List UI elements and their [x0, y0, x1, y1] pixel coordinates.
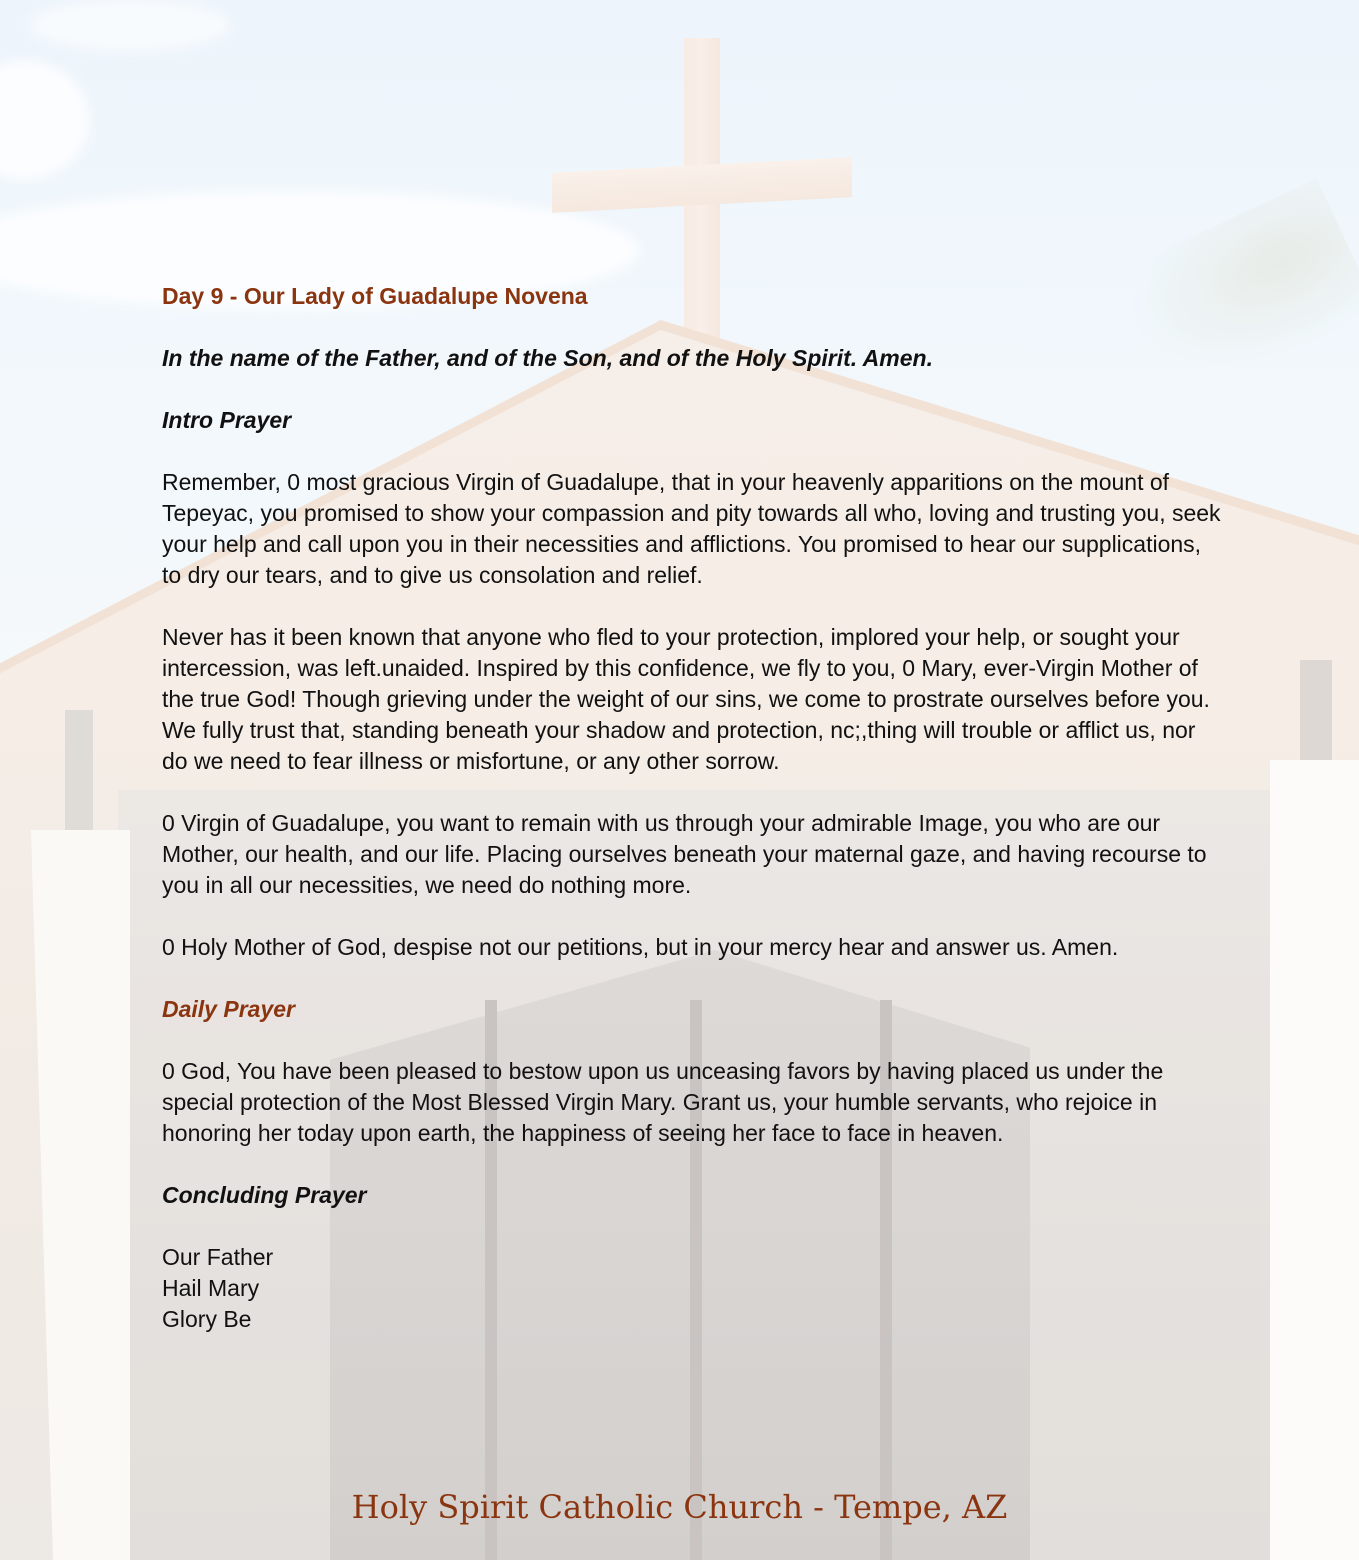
daily-prayer-section: [162, 994, 1222, 1149]
concluding-prayer-section: [162, 1180, 1222, 1335]
concluding-prayer-heading: Concluding Prayer: [162, 1182, 367, 1208]
list-item: Our Father: [162, 1244, 274, 1270]
church-footer: Holy Spirit Catholic Church - Tempe, AZ: [351, 1488, 1008, 1526]
page-title: Day 9 - Our Lady of Guadalupe Novena: [162, 283, 588, 309]
intro-paragraph: 0 Virgin of Guadalupe, you want to remain with us through your admirable Image, you who are our Mother, our health, and our life. Placing ourselves beneath your maternal gaze, and having recourse to you in all our necessities, we need do nothing more.: [162, 810, 1207, 898]
intro-paragraph: 0 Holy Mother of God, despise not our petitions, but in your mercy hear and answer us. Amen.: [162, 934, 1119, 960]
concluding-prayer-list: [162, 1242, 1222, 1335]
intro-paragraph: Remember, 0 most gracious Virgin of Guadalupe, that in your heavenly apparitions on the mount of Tepeyac, you promised to show your compassion and pity towards all who, loving and trusting you, seek your help and call upon you in their necessities and afflictions. You promised to hear our supplications, to dry our tears, and to give us consolation and relief.: [162, 469, 1221, 588]
intro-paragraph: Never has it been known that anyone who fled to your protection, implored your help, or sought your intercession, was left.unaided. Inspired by this confidence, we fly to you, 0 Mary, ever-Virgin Mother of the true God! Though grieving under the weight of our sins, we come to prostrate ourselves before you. We fully trust that, standing beneath your shadow and protection, nc;,thing will trouble or afflict us, nor do we need to fear illness or misfortune, or any other sorrow.: [162, 624, 1210, 774]
daily-paragraph: 0 God, You have been pleased to bestow upon us unceasing favors by having placed us under the special protection of the Most Blessed Virgin Mary. Grant us, your humble servants, who rejoice in honoring her today upon earth, the happiness of seeing her face to face in heaven.: [162, 1058, 1164, 1146]
intro-prayer-heading: Intro Prayer: [162, 407, 292, 433]
list-item: Hail Mary: [162, 1275, 260, 1301]
novena-document: [162, 281, 1222, 1335]
daily-prayer-heading: Daily Prayer: [162, 996, 295, 1022]
intro-prayer-section: [162, 405, 1222, 963]
list-item: Glory Be: [162, 1306, 252, 1332]
sign-of-the-cross: In the name of the Father, and of the Son, and of the Holy Spirit. Amen.: [162, 345, 933, 371]
